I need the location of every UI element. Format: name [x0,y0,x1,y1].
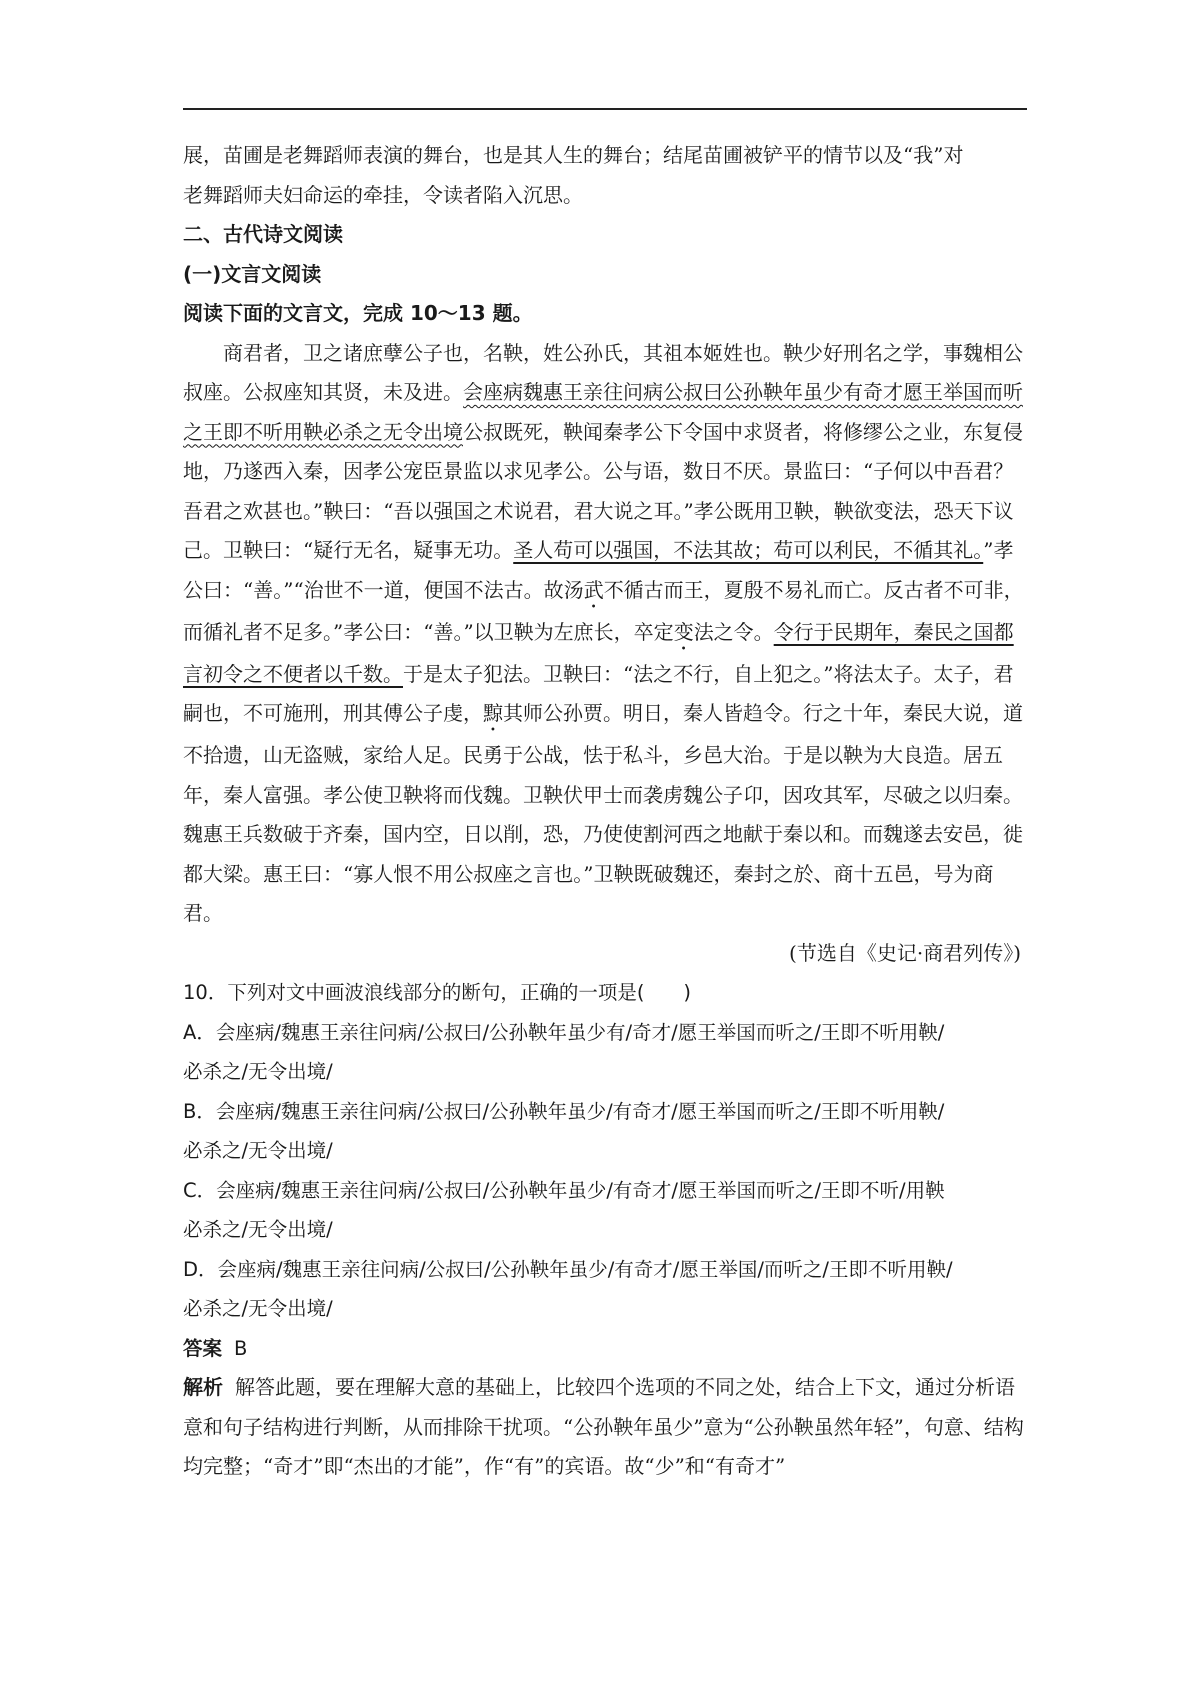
intro-line-1: 展，苗圃是老舞蹈师表演的舞台，也是其人生的舞台；结尾苗圃被铲平的情节以及“我”对 [183,143,964,167]
analysis-text: 解答此题，要在理解大意的基础上，比较四个选项的不同之处，结合上下文，通过分析语意和句子结构进行判断，从而排除干扰项。“公孙鞅年虽少”意为“公孙鞅虽然年轻”，句意、结构均完整；“奇才”即“杰出的才能”，作“有”的宾语。故“少”和“有奇才” [183,1375,1024,1478]
dotted-word: 黥 [483,701,503,725]
passage-text: 于是太子犯法。卫鞅曰：“法之不行，自上犯之。”将法太子。太子，君嗣也，不可施刑，刑其傅公子虔， [183,661,1014,725]
question-stem: 10．下列对文中画波浪线部分的断句，正确的一项是( ) [183,981,692,1004]
option-d-line-2: 必杀之/无令出境/ [183,1297,333,1320]
passage-text: ”孝公曰：“善。”“治世不一道，便国不法古。故汤 [183,538,1014,602]
option-c [183,1171,1027,1250]
intro-line-2: 老舞蹈师夫妇命运的牵挂，令读者陷入沉思。 [183,182,583,207]
option-b [183,1092,1027,1171]
option-a [183,1013,1027,1092]
dotted-word: 变 [673,619,694,644]
analysis-paragraph [183,1368,1027,1487]
passage-source: (节选自《史记·商君列传》) [789,940,1021,965]
passage-text: 法之令。 [693,619,774,644]
instruction: 阅读下面的文言文，完成 10～13 题。 [183,301,533,325]
option-c-line-2: 必杀之/无令出境/ [183,1218,333,1241]
passage-text: 其师公孙贾。明日，秦人皆趋令。行之十年，秦民大说，道不拾遗，山无盗贼，家给人足。民勇于公战，怯于私斗，乡邑大治。于是以鞅为大良造。居五年，秦人富强。孝公使卫鞅将而伐魏。卫鞅伏甲士而袭虏魏公子卬，因攻其军，尽破之以归秦。魏惠王兵数破于齐秦，国内空，日以削，恐，乃使使割河西之地献于秦以和。而魏遂去安邑，徙都大梁。惠王曰：“寡人恨不用公叔座之言也。”卫鞅既破魏还，秦封之於、商十五邑，号为商君。 [183,701,1023,925]
answer-line [183,1329,1027,1369]
section-title: 二、古代诗文阅读 [183,222,343,246]
option-a-line-1: A．会座病/魏惠王亲往问病/公叔曰/公孙鞅年虽少有/奇才/愿王举国而听之/王即不听用鞅/ [183,1020,945,1044]
option-a-line-2: 必杀之/无令出境/ [183,1060,333,1083]
option-b-line-2: 必杀之/无令出境/ [183,1139,333,1162]
answer-label: 答案 [183,1336,223,1360]
underlined-sentence-1: 圣人苟可以强国，不法其故；苟可以利民，不循其礼。 [513,538,984,562]
classical-passage [183,334,1027,934]
analysis-label: 解析 [183,1375,223,1399]
passage-text: 不循古而王，夏殷不易礼而亡。反古者不可非，而循礼者不足多。”孝公曰：“善。”以卫鞅为左庶长，卒定 [183,577,1024,644]
underlined-sentence-2: 令行于民期年，秦民之国都言初令之不便者以千数。 [183,619,1014,686]
option-d-line-1: D．会座病/魏惠王亲往问病/公叔曰/公孙鞅年虽少/有奇才/愿王举国/而听之/王即不听用鞅/ [183,1257,953,1281]
option-c-line-1: C．会座病/魏惠王亲往问病/公叔曰/公孙鞅年虽少/有奇才/愿王举国而听之/王即不听/用鞅 [183,1178,945,1202]
wavy-underlined-sentence: 会座病魏惠王亲往问病公叔曰公孙鞅年虽少有奇才愿王举国而听之王即不听用鞅必杀之无令出境 [183,380,1023,444]
header-rule [183,108,1027,110]
subsection-title: (一)文言文阅读 [183,261,322,286]
document-body [183,136,1027,1487]
option-d [183,1250,1027,1329]
option-b-line-1: B．会座病/魏惠王亲往问病/公叔曰/公孙鞅年虽少/有奇才/愿王举国而听之/王即不听用鞅/ [183,1099,945,1123]
passage-text: 公叔既死，鞅闻秦孝公下令国中求贤者，将修缪公之业，东复侵地，乃遂西入秦，因孝公宠臣景监以求见孝公。公与语，数日不厌。景监曰：“子何以中吾君？吾君之欢甚也。”鞅曰：“吾以强国之术说君，君大说之耳。”孝公既用卫鞅，鞅欲变法，恐天下议己。卫鞅曰：“疑行无名，疑事无功。 [183,419,1023,562]
passage-text: 商君者，卫之诸庶孽公子也，名鞅，姓公孙氏，其祖本姬姓也。鞅少好刑名之学，事魏相公叔座。公叔座知其贤，未及进。 [183,340,1023,404]
answer-value: B [234,1336,248,1360]
dotted-word: 武 [583,577,604,602]
